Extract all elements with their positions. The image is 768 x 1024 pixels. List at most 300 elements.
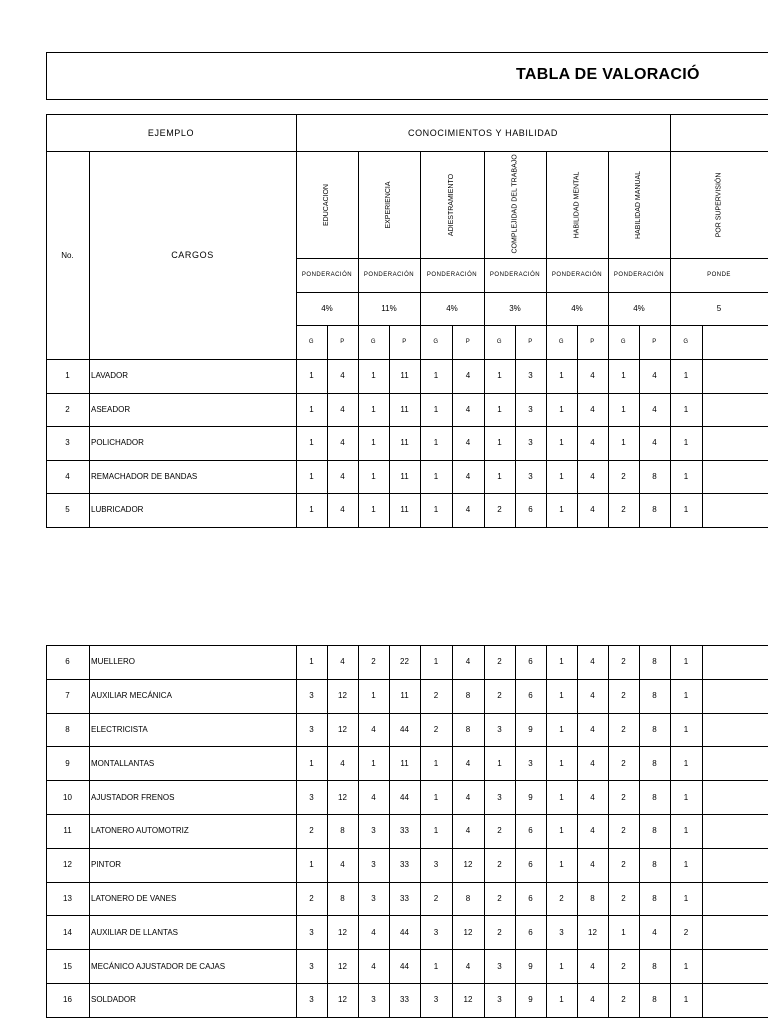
score-cell: 8	[652, 995, 657, 1005]
score-cell: 11	[400, 471, 409, 481]
score-cell: 1	[433, 961, 439, 971]
score-cell: 1	[309, 505, 314, 515]
factor-name-1: EDUCACION	[323, 183, 330, 226]
score-cell: 2	[621, 758, 626, 768]
score-cell: 2	[433, 724, 439, 734]
cargo-name: LATONERO DE VANES	[91, 893, 177, 903]
ponderacion-pct: 11%	[381, 304, 397, 313]
score-cell: 4	[465, 505, 471, 515]
score-cell: 1	[433, 404, 439, 414]
score-cell: 12	[338, 691, 347, 701]
score-cell: 4	[371, 961, 376, 971]
col-line	[546, 359, 547, 527]
page-title: TABLA DE VALORACIÓ	[516, 66, 700, 83]
score-cell: 8	[652, 961, 657, 971]
score-cell: 1	[309, 860, 314, 870]
score-cell: 1	[683, 691, 689, 701]
score-cell: 4	[340, 860, 345, 870]
score-cell: 2	[497, 860, 502, 870]
score-cell: 3	[309, 792, 314, 802]
score-cell: 1	[683, 404, 689, 414]
g-label: G	[433, 339, 439, 345]
score-cell: 4	[340, 371, 345, 381]
ponderacion-pct: 5	[716, 304, 722, 313]
score-cell: 8	[652, 724, 657, 734]
score-cell: 4	[465, 438, 471, 448]
score-cell: 11	[400, 371, 409, 381]
title-box-top	[46, 52, 768, 53]
gp-divider	[639, 325, 640, 359]
no-header: No.	[61, 250, 74, 260]
score-cell: 1	[559, 438, 564, 448]
score-cell: 1	[559, 691, 564, 701]
factor-name-6: HABILIDAD MANUAL	[635, 170, 643, 239]
score-cell: 1	[683, 792, 689, 802]
g-label: G	[558, 339, 565, 345]
row-number: 9	[65, 758, 70, 768]
score-cell: 1	[683, 657, 689, 667]
score-cell: 2	[621, 657, 626, 667]
score-cell: 1	[497, 438, 502, 448]
p-label: P	[340, 339, 345, 345]
row-line	[46, 1017, 768, 1018]
col-line	[546, 645, 547, 1017]
col-line	[702, 359, 703, 527]
score-cell: 8	[465, 724, 471, 734]
score-cell: 11	[400, 505, 409, 515]
score-cell: 1	[371, 758, 376, 768]
score-cell: 1	[309, 758, 314, 768]
score-cell: 4	[590, 724, 595, 734]
col-line	[46, 359, 47, 527]
score-cell: 1	[683, 860, 689, 870]
score-cell: 1	[559, 792, 564, 802]
score-cell: 4	[465, 758, 471, 768]
factor-name-5: HABILIDAD MENTAL	[573, 171, 580, 238]
score-cell: 2	[497, 893, 502, 903]
score-cell: 4	[465, 404, 471, 414]
col-line	[639, 645, 640, 1017]
score-cell: 1	[683, 995, 689, 1005]
score-cell: 4	[590, 438, 595, 448]
score-cell: 8	[652, 505, 657, 515]
score-cell: 12	[463, 860, 473, 870]
factor-name-4: COMPLEJIDAD DEL TRABAJO	[511, 153, 518, 253]
score-cell: 1	[683, 893, 689, 903]
col-line	[89, 359, 90, 527]
score-cell: 4	[465, 471, 471, 481]
score-cell: 4	[652, 371, 657, 381]
score-cell: 8	[652, 657, 657, 667]
cargo-name: LUBRICADOR	[91, 505, 144, 515]
score-cell: 3	[528, 758, 533, 768]
col-line	[608, 359, 609, 527]
p-label: P	[465, 339, 471, 345]
score-cell: 1	[433, 505, 439, 515]
score-cell: 1	[559, 995, 564, 1005]
score-cell: 2	[621, 961, 626, 971]
col-line	[515, 359, 516, 527]
score-cell: 8	[465, 691, 471, 701]
score-cell: 1	[433, 371, 439, 381]
ponderacion-label: PONDERACIÓN	[551, 272, 603, 278]
score-cell: 4	[465, 657, 471, 667]
score-cell: 2	[433, 893, 439, 903]
score-cell: 1	[497, 404, 502, 414]
score-cell: 1	[433, 758, 439, 768]
score-cell: 2	[497, 927, 502, 937]
score-cell: 4	[465, 826, 471, 836]
score-cell: 4	[590, 471, 595, 481]
score-cell: 4	[590, 691, 595, 701]
g-label: G	[620, 339, 627, 345]
score-cell: 6	[528, 505, 533, 515]
score-cell: 1	[559, 961, 564, 971]
cargo-name: SOLDADOR	[91, 995, 136, 1005]
score-cell: 1	[621, 927, 626, 937]
p-label: P	[402, 339, 407, 345]
score-cell: 11	[400, 404, 409, 414]
score-cell: 12	[463, 995, 473, 1005]
col-line	[327, 359, 328, 527]
score-cell: 4	[652, 404, 657, 414]
col-line	[452, 359, 453, 527]
col-line	[577, 645, 578, 1017]
col-line	[577, 359, 578, 527]
score-cell: 8	[652, 826, 657, 836]
ponderacion-label: PONDERACIÓN	[489, 272, 541, 278]
group-header: CONOCIMIENTOS Y HABILIDAD	[407, 127, 559, 138]
score-cell: 33	[400, 826, 409, 836]
score-cell: 1	[433, 826, 439, 836]
score-cell: 1	[683, 438, 689, 448]
score-cell: 8	[465, 893, 471, 903]
score-cell: 11	[400, 758, 409, 768]
cargo-name: PINTOR	[91, 860, 122, 870]
score-cell: 12	[338, 927, 347, 937]
gp-divider	[327, 325, 328, 359]
score-cell: 6	[528, 927, 533, 937]
score-cell: 1	[621, 371, 626, 381]
score-cell: 9	[528, 724, 533, 734]
score-cell: 2	[497, 657, 502, 667]
cargo-name: AUXILIAR DE LLANTAS	[91, 927, 178, 937]
score-cell: 3	[309, 961, 314, 971]
score-cell: 4	[340, 404, 345, 414]
ponderacion-label: PONDE	[707, 272, 731, 278]
ponderacion-pct: 3%	[509, 304, 521, 313]
col-line	[389, 645, 390, 1017]
score-cell: 33	[400, 893, 409, 903]
score-cell: 8	[590, 893, 595, 903]
score-cell: 4	[465, 961, 471, 971]
score-cell: 12	[338, 961, 347, 971]
score-cell: 9	[528, 995, 533, 1005]
gp-divider	[702, 325, 703, 359]
score-cell: 4	[590, 404, 595, 414]
title-box-left	[46, 52, 47, 99]
ponderacion-pct: 4%	[446, 304, 458, 313]
col-line	[296, 359, 297, 527]
score-cell: 4	[340, 657, 345, 667]
score-cell: 1	[371, 505, 376, 515]
score-cell: 2	[371, 657, 376, 667]
row-number: 3	[65, 438, 70, 448]
factor-name-3: ADIESTRAMIENTO	[448, 173, 455, 236]
score-cell: 4	[590, 995, 595, 1005]
score-cell: 1	[309, 657, 314, 667]
score-cell: 4	[590, 826, 595, 836]
row-number: 1	[65, 371, 70, 381]
score-cell: 3	[497, 961, 502, 971]
gp-divider	[389, 325, 390, 359]
score-cell: 44	[400, 724, 409, 734]
score-cell: 6	[528, 657, 533, 667]
score-cell: 9	[528, 961, 533, 971]
col-line	[358, 359, 359, 527]
col-line	[639, 359, 640, 527]
score-cell: 1	[559, 404, 564, 414]
score-cell: 1	[497, 758, 502, 768]
score-cell: 2	[621, 995, 626, 1005]
score-cell: 8	[340, 826, 345, 836]
cargo-name: MUELLERO	[91, 657, 136, 667]
g-label: G	[308, 339, 315, 345]
score-cell: 8	[652, 471, 657, 481]
col-line	[515, 645, 516, 1017]
score-cell: 1	[309, 471, 314, 481]
score-cell: 6	[528, 860, 533, 870]
score-cell: 1	[559, 758, 564, 768]
score-cell: 3	[497, 792, 502, 802]
g-label: G	[496, 339, 503, 345]
score-cell: 22	[400, 657, 409, 667]
p-label: P	[590, 339, 595, 345]
row-number: 12	[63, 860, 72, 870]
score-cell: 1	[309, 404, 314, 414]
score-cell: 3	[528, 438, 533, 448]
score-cell: 8	[652, 792, 657, 802]
score-cell: 3	[528, 471, 533, 481]
score-cell: 1	[433, 438, 439, 448]
score-cell: 3	[371, 893, 376, 903]
cargo-name: MECÁNICO AJUSTADOR DE CAJAS	[91, 961, 226, 971]
score-cell: 1	[559, 826, 564, 836]
score-cell: 3	[309, 691, 314, 701]
score-cell: 1	[559, 860, 564, 870]
score-cell: 6	[528, 893, 533, 903]
score-cell: 2	[559, 893, 564, 903]
cargo-name: AUXILIAR MECÁNICA	[91, 691, 172, 701]
score-cell: 8	[652, 893, 657, 903]
col-line	[452, 645, 453, 1017]
score-cell: 1	[683, 826, 689, 836]
score-cell: 2	[309, 893, 314, 903]
score-cell: 33	[400, 995, 409, 1005]
cargo-name: ASEADOR	[91, 404, 131, 414]
title-box-bottom	[46, 99, 768, 100]
score-cell: 3	[371, 995, 376, 1005]
score-cell: 3	[433, 995, 439, 1005]
score-cell: 3	[309, 927, 314, 937]
score-cell: 2	[497, 826, 502, 836]
p-label: P	[652, 339, 657, 345]
score-cell: 3	[371, 860, 376, 870]
ponderacion-label: PONDERACIÓN	[363, 272, 415, 278]
ponderacion-label: PONDERACIÓN	[613, 272, 665, 278]
score-cell: 33	[400, 860, 409, 870]
gp-divider	[577, 325, 578, 359]
score-cell: 1	[621, 404, 626, 414]
row-number: 16	[63, 995, 72, 1005]
score-cell: 4	[590, 371, 595, 381]
ponderacion-pct: 4%	[321, 304, 333, 313]
row-number: 7	[65, 691, 70, 701]
score-cell: 2	[497, 691, 502, 701]
score-cell: 4	[590, 505, 595, 515]
score-cell: 12	[588, 927, 597, 937]
cargo-name: MONTALLANTAS	[91, 758, 155, 768]
score-cell: 11	[400, 438, 409, 448]
p-label: P	[528, 339, 533, 345]
score-cell: 1	[309, 371, 314, 381]
col-line	[420, 359, 421, 527]
ponderacion-pct: 4%	[633, 304, 645, 313]
row-number: 11	[63, 826, 72, 836]
score-cell: 44	[400, 961, 409, 971]
score-cell: 1	[559, 724, 564, 734]
row-number: 10	[63, 792, 72, 802]
score-cell: 1	[621, 438, 626, 448]
cargo-name: POLICHADOR	[91, 438, 144, 448]
score-cell: 2	[621, 471, 626, 481]
score-cell: 4	[590, 657, 595, 667]
score-cell: 2	[683, 927, 689, 937]
score-cell: 2	[621, 893, 626, 903]
col-line	[702, 645, 703, 1017]
score-cell: 8	[652, 691, 657, 701]
score-cell: 6	[528, 826, 533, 836]
score-cell: 4	[340, 471, 345, 481]
score-cell: 1	[309, 438, 314, 448]
score-cell: 2	[497, 505, 502, 515]
score-cell: 3	[497, 724, 502, 734]
col-line	[89, 645, 90, 1017]
row-number: 15	[63, 961, 72, 971]
score-cell: 1	[559, 657, 564, 667]
score-cell: 1	[683, 471, 689, 481]
score-cell: 44	[400, 927, 409, 937]
score-cell: 1	[683, 505, 689, 515]
ejemplo-header: EJEMPLO	[147, 127, 195, 138]
row-line	[46, 527, 768, 528]
col-line	[420, 645, 421, 1017]
row-number: 6	[65, 657, 70, 667]
score-cell: 2	[433, 691, 439, 701]
col-line	[670, 359, 671, 527]
score-cell: 1	[371, 471, 376, 481]
col-line	[389, 359, 390, 527]
score-cell: 3	[371, 826, 376, 836]
g-label: G	[683, 339, 689, 345]
col-line	[46, 645, 47, 1017]
ponderacion-pct: 4%	[571, 304, 583, 313]
score-cell: 3	[309, 995, 314, 1005]
score-cell: 1	[559, 371, 564, 381]
score-cell: 8	[340, 893, 345, 903]
cargos-header: CARGOS	[171, 250, 214, 260]
score-cell: 2	[621, 860, 626, 870]
score-cell: 4	[590, 758, 595, 768]
score-cell: 3	[433, 927, 439, 937]
gp-divider	[515, 325, 516, 359]
cargo-name: LATONERO AUTOMOTRIZ	[91, 826, 189, 836]
score-cell: 4	[340, 438, 345, 448]
col-line	[296, 645, 297, 1017]
cargo-name: REMACHADOR DE BANDAS	[91, 471, 198, 481]
score-cell: 1	[371, 438, 376, 448]
row-number: 4	[65, 471, 70, 481]
score-cell: 8	[652, 758, 657, 768]
row-number: 13	[63, 893, 72, 903]
col-line	[484, 359, 485, 527]
score-cell: 2	[621, 792, 626, 802]
score-cell: 4	[465, 371, 471, 381]
cargo-name: ELECTRICISTA	[91, 724, 148, 734]
score-cell: 4	[590, 792, 595, 802]
score-cell: 11	[400, 691, 409, 701]
g-label: G	[370, 339, 377, 345]
row-number: 14	[63, 927, 72, 937]
score-cell: 12	[338, 995, 347, 1005]
score-cell: 1	[683, 371, 689, 381]
gp-divider	[452, 325, 453, 359]
score-cell: 3	[309, 724, 314, 734]
score-cell: 1	[683, 961, 689, 971]
score-cell: 6	[528, 691, 533, 701]
score-cell: 12	[338, 724, 347, 734]
score-cell: 3	[559, 927, 564, 937]
score-cell: 12	[463, 927, 473, 937]
row-number: 8	[65, 724, 70, 734]
score-cell: 3	[528, 371, 533, 381]
score-cell: 2	[621, 691, 626, 701]
score-cell: 3	[528, 404, 533, 414]
score-cell: 1	[683, 758, 689, 768]
ponderacion-label: PONDERACIÓN	[426, 272, 478, 278]
score-cell: 1	[433, 657, 439, 667]
score-cell: 1	[683, 724, 689, 734]
score-cell: 1	[371, 691, 376, 701]
score-cell: 1	[559, 505, 564, 515]
score-cell: 1	[559, 471, 564, 481]
row-number: 2	[65, 404, 70, 414]
factor-name-2: EXPERIENCIA	[385, 180, 392, 229]
score-cell: 1	[497, 471, 502, 481]
score-cell: 4	[371, 724, 376, 734]
score-cell: 1	[433, 471, 439, 481]
col-line	[327, 645, 328, 1017]
score-cell: 4	[340, 758, 345, 768]
score-cell: 4	[465, 792, 471, 802]
score-cell: 1	[371, 371, 376, 381]
score-cell: 44	[400, 792, 409, 802]
score-cell: 2	[309, 826, 314, 836]
score-cell: 2	[621, 826, 626, 836]
cargo-name: AJUSTADOR FRENOS	[91, 792, 175, 802]
score-cell: 4	[340, 505, 345, 515]
score-cell: 4	[590, 961, 595, 971]
